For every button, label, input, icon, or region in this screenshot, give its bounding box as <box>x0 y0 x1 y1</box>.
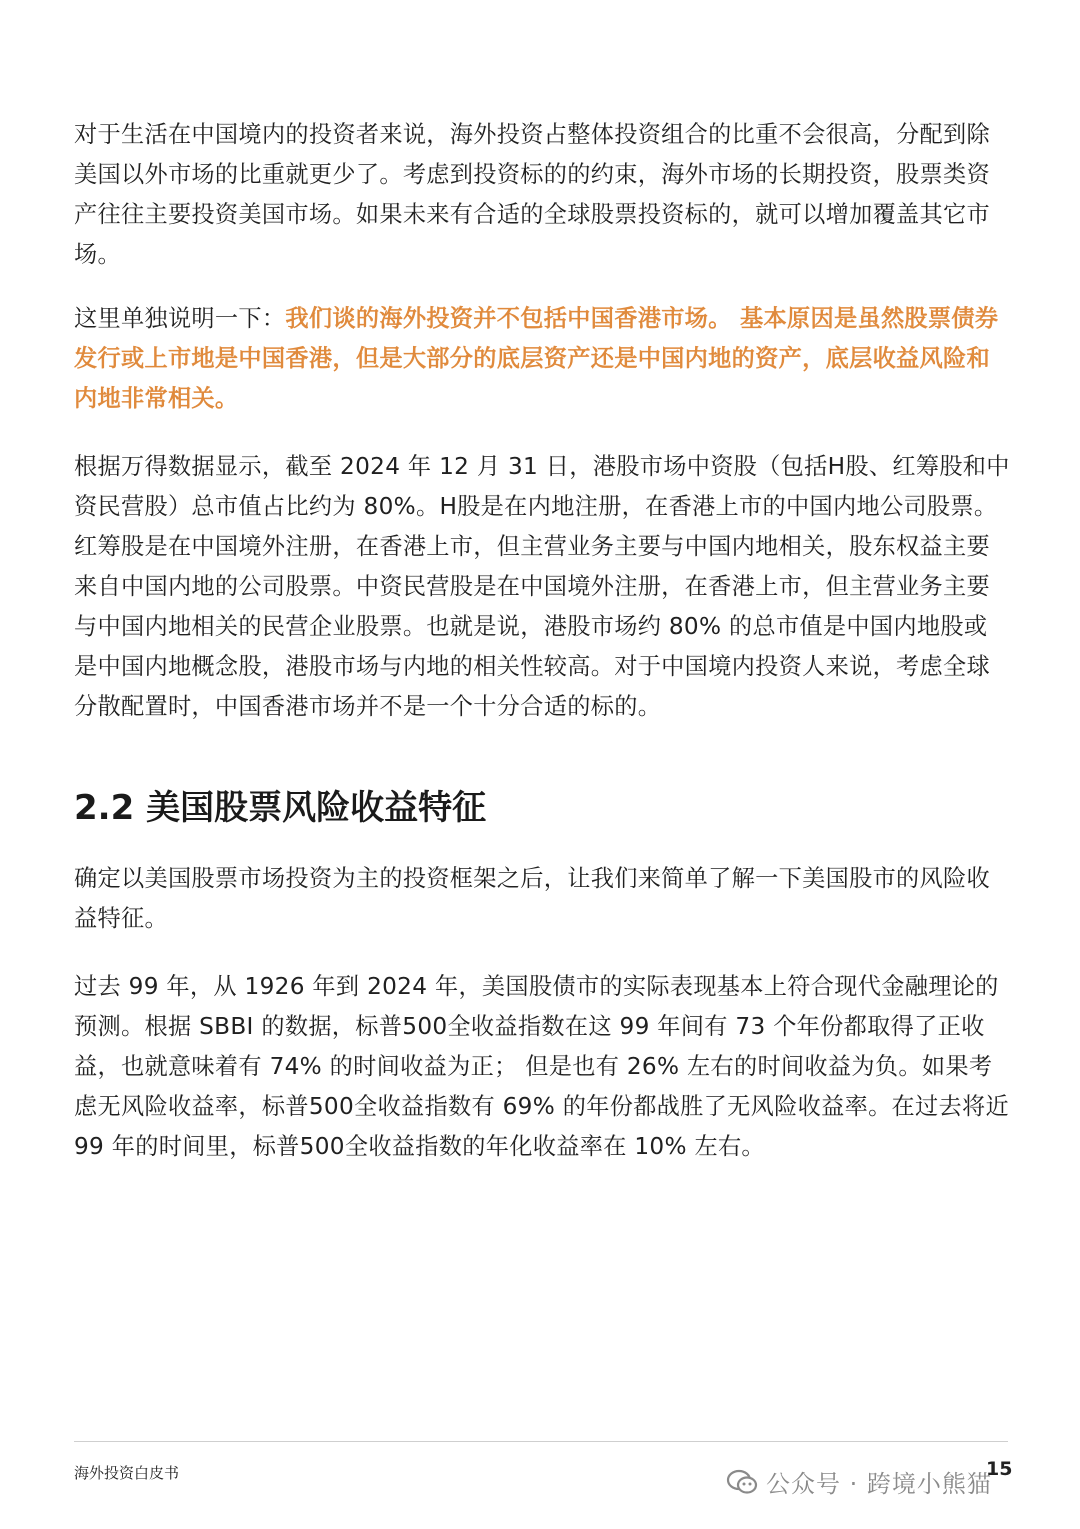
paragraph-sp500-history: 过去 99 年，从 1926 年到 2024 年，美国股债市的实际表现基本上符合现代金融理论的预测。根据 SBBI 的数据，标普500全收益指数在这 99 年间有 73 个年份都取得了正收益，也就意味着有 74% 的时间收益为正； 但是也有 26% 左右的时间收益为负。如果考虑无风险收益率，标普500全收益指数有 69% 的年份都战胜了无风险收益率。在过去将近 99 年的时间里，标普500全收益指数的年化收益率在 10% 左右。 <box>74 973 1009 1160</box>
watermark <box>726 1464 992 1499</box>
page-number: 15 <box>986 1458 1013 1480</box>
highlighted-statement: 我们谈的海外投资并不包括中国香港市场。 基本原因是虽然股票债券发行或上市地是中国香港，但是大部分的底层资产还是中国内地的资产，底层收益风险和内地非常相关。 <box>74 305 999 412</box>
paragraph-hk-exclusion <box>74 299 1010 419</box>
paragraph-hk-market-data: 根据万得数据显示，截至 2024 年 12 月 31 日，港股市场中资股（包括H股、红筹股和中资民营股）总市值占比约为 80%。H股是在内地注册，在香港上市的中国内地公司股票。红筹股是在中国境外注册，在香港上市，但主营业务主要与中国内地相关，股东权益主要来自中国内地的公司股票。中资民营股是在中国境外注册，在香港上市，但主营业务主要与中国内地相关的民营企业股票。也就是说，港股市场约 80% 的总市值是中国内地股或是中国内地概念股，港股市场与内地的相关性较高。对于中国境内投资人来说，考虑全球分散配置时，中国香港市场并不是一个十分合适的标的。 <box>74 453 1010 720</box>
section-heading: 2.2 美国股票风险收益特征 <box>74 788 487 828</box>
watermark-text: 公众号 · 跨境小熊猫 <box>766 1470 992 1498</box>
paragraph-framework: 确定以美国股票市场投资为主的投资框架之后，让我们来简单了解一下美国股市的风险收益特征。 <box>74 865 991 932</box>
paragraph-lead: 这里单独说明一下： <box>74 305 286 332</box>
wechat-official-account-icon <box>726 1468 758 1496</box>
footer-document-title: 海外投资白皮书 <box>74 1464 180 1482</box>
footer-divider <box>74 1441 1008 1442</box>
paragraph-overseas-allocation: 对于生活在中国境内的投资者来说，海外投资占整体投资组合的比重不会很高，分配到除美国以外市场的比重就更少了。考虑到投资标的的约束，海外市场的长期投资，股票类资产往往主要投资美国市场。如果未来有合适的全球股票投资标的，就可以增加覆盖其它市场。 <box>74 121 991 268</box>
